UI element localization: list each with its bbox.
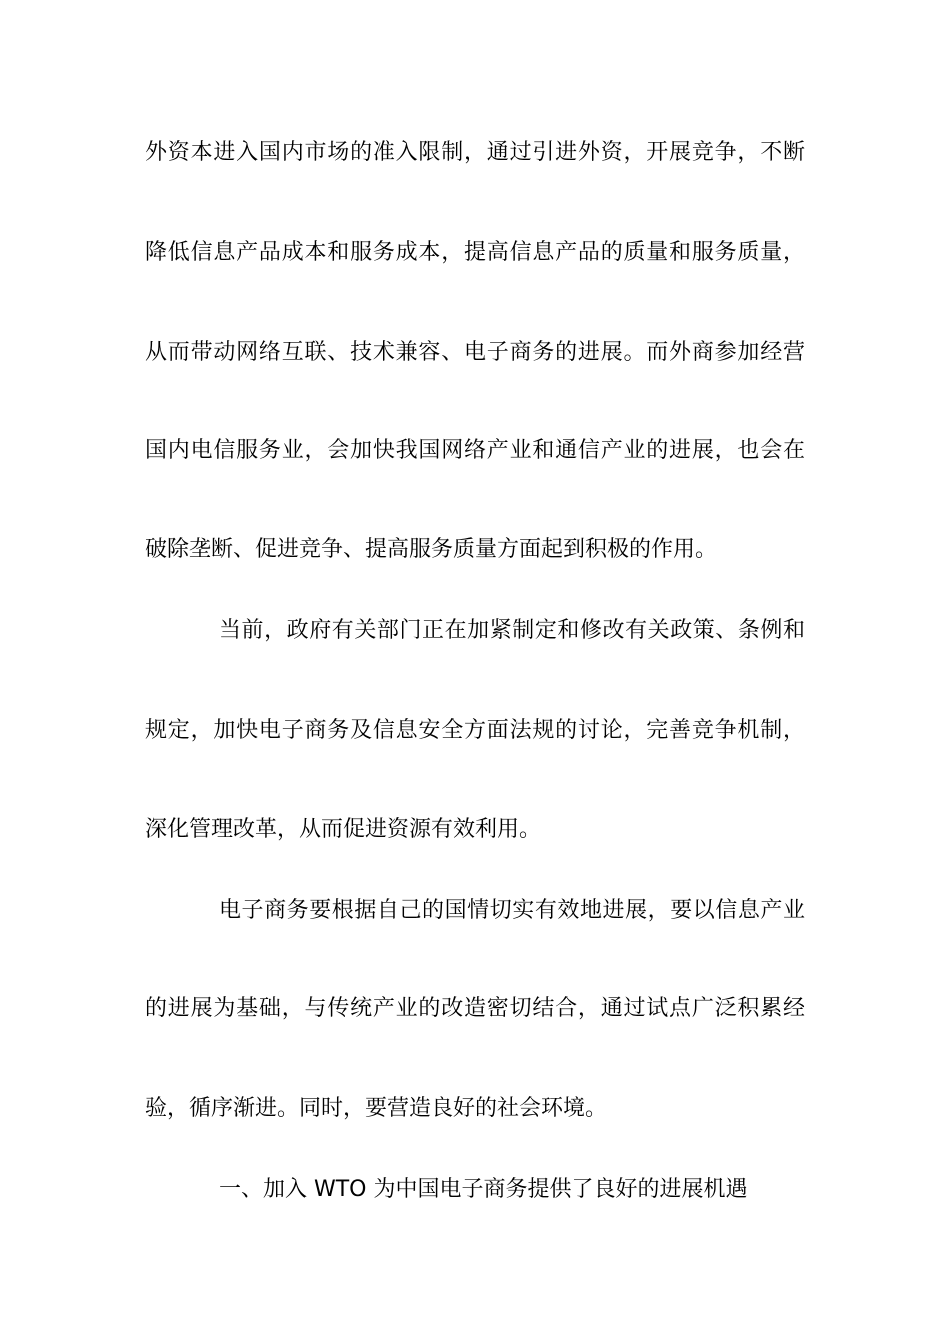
paragraph-2-line-2: 规定，加快电子商务及信息安全方面法规的讨论，完善竞争机制， <box>145 718 805 743</box>
paragraph-1-line-4: 国内电信服务业，会加快我国网络产业和通信产业的进展，也会在 <box>145 438 805 463</box>
paragraph-1-line-2: 降低信息产品成本和服务成本，提高信息产品的质量和服务质量， <box>145 240 805 265</box>
paragraph-3-line-3: 验，循序渐进。同时，要营造良好的社会环境。 <box>145 1096 608 1121</box>
paragraph-1-line-1: 外资本进入国内市场的准入限制，通过引进外资，开展竞争，不断 <box>145 140 805 165</box>
section-heading: 一、加入 WTO 为中国电子商务提供了良好的进展机遇 <box>219 1177 748 1202</box>
paragraph-1-line-3: 从而带动网络互联、技术兼容、电子商务的进展。而外商参加经营 <box>145 340 805 365</box>
paragraph-3-line-1: 电子商务要根据自己的国情切实有效地进展，要以信息产业 <box>219 898 805 923</box>
paragraph-1-line-5: 破除垄断、促进竞争、提高服务质量方面起到积极的作用。 <box>145 537 718 562</box>
paragraph-2-line-1: 当前，政府有关部门正在加紧制定和修改有关政策、条例和 <box>219 618 805 643</box>
paragraph-3-line-2: 的进展为基础，与传统产业的改造密切结合，通过试点广泛积累经 <box>145 996 805 1021</box>
paragraph-2-line-3: 深化管理改革，从而促进资源有效利用。 <box>145 817 542 842</box>
